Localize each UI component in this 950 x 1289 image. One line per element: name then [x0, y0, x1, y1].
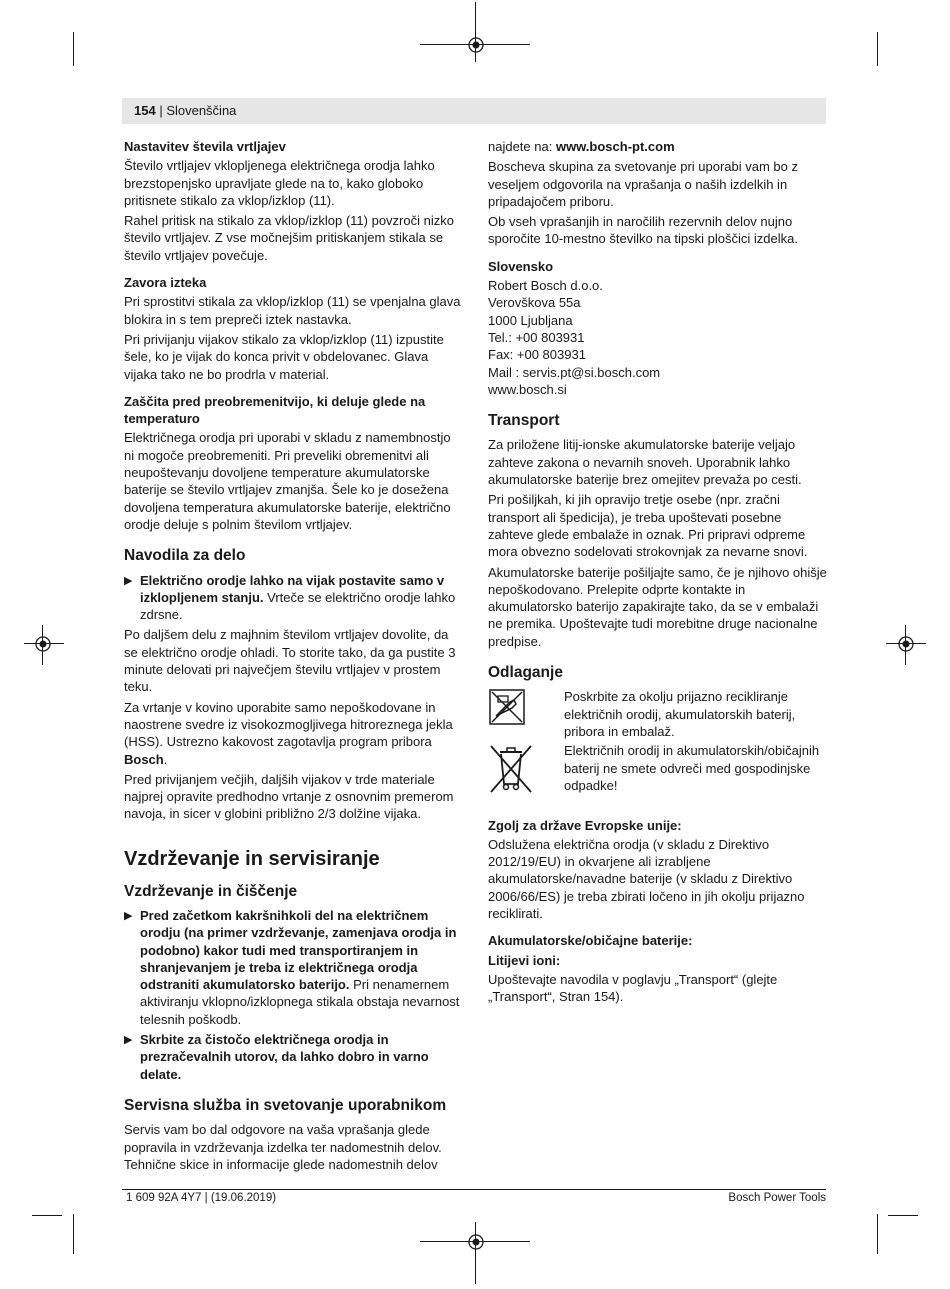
registration-mark-icon — [466, 35, 486, 55]
paragraph: Poskrbite za okolju prijazno recikliranje električnih orodij, akumulatorskih baterij, pribora in embalaž. — [564, 689, 796, 739]
bullet-arrow-icon: ▶ — [124, 574, 133, 587]
page-header — [122, 98, 826, 124]
header-language: Slovenščina — [166, 103, 237, 118]
address-line: Verovškova 55a — [488, 295, 581, 311]
crop-mark — [877, 1214, 878, 1254]
paragraph: Boscheva skupina za svetovanje pri uporabi vam bo z veseljem odgovorila na vprašanja o naših izdelkih in pripadajočem priboru. — [488, 159, 799, 209]
crop-mark — [877, 32, 878, 66]
country-title: Slovensko — [488, 258, 554, 274]
paragraph: Pri sprostitvi stikala za vklop/izklop (11) se vpenjalna glava blokira in s tem prepreči iztek nastavka. — [124, 294, 461, 327]
bullet-bold-text: Pred začetkom kakršnihkoli del na električnem orodju (na primer vzdrževanje, zamenjava orodja in podobno) kakor tudi med transportiranjem in shranjevanjem je treba iz električnega orodja odstraniti akumulatorsko baterijo. — [140, 907, 457, 993]
recycle-tool-icon — [488, 688, 526, 726]
paragraph: Pri privijanju vijakov stikalo za vklop/izklop (11) izpustite šele, ko je vijak do konca privit v obdelovanec. Glava vijaka tako ne bo prodrla v material. — [124, 331, 444, 382]
address-block — [488, 277, 828, 398]
registration-mark-icon — [466, 1232, 486, 1252]
disposal-item — [488, 742, 828, 800]
paragraph: Za priložene litij-ionske akumulatorske baterije veljajo zahteve zakona o nevarnih snoveh. Uporabnik lahko akumulatorske baterije brez omejitev prevaža po cesti. — [488, 437, 802, 488]
section-heading: Odlaganje — [488, 664, 563, 682]
section-title: Nastavitev števila vrtljajev — [124, 139, 286, 154]
bullet-item — [124, 1031, 464, 1083]
footer-divider — [122, 1189, 826, 1190]
section-title: Zavora izteka — [124, 275, 207, 291]
footer-doc-code: 1 609 92A 4Y7 | (19.06.2019) — [126, 1192, 277, 1204]
disposal-item — [488, 688, 828, 740]
bullet-text: Vrteče se električno orodje lahko zdrsne. — [140, 589, 456, 623]
address-line: Tel.: +00 803931 — [488, 329, 585, 345]
section-heading: Transport — [488, 412, 560, 430]
section-heading: Vzdrževanje in čiščenje — [124, 882, 298, 900]
registration-mark-icon — [33, 634, 53, 654]
bullet-item — [124, 572, 464, 624]
paragraph: Upoštevajte navodila v poglavju „Transport“ (glejte „Transport“, Stran 154). — [488, 971, 778, 1005]
bullet-arrow-icon: ▶ — [124, 909, 133, 922]
section-title: Litijevi ioni: — [488, 952, 561, 968]
footer-brand: Bosch Power Tools — [728, 1192, 826, 1204]
paragraph: Akumulatorske baterije pošiljajte samo, če je njihovo ohišje nepoškodovano. Prelepite odprte kontakte in akumulatorsko baterijo zapakirajte tako, da se v embalaži ne premika. Upoštevajte tudi morebitne druge nacionalne predpise. — [488, 564, 827, 649]
chapter-heading: Vzdrževanje in servisiranje — [124, 847, 380, 870]
paragraph: Pred privijanjem večjih, daljših vijakov v trde materiale najprej opravite predhodno vrtanje z osnovnim premerom navoja, in sicer v globini približno 2/3 dolžine vijaka. — [124, 771, 454, 822]
address-line: Mail : servis.pt@si.bosch.com — [488, 364, 661, 380]
crop-mark — [32, 1215, 62, 1216]
header-text: 154 | Slovenščina — [134, 103, 237, 118]
crossed-bin-icon — [488, 742, 534, 796]
address-line: www.bosch.si — [488, 381, 567, 397]
bullet-text: Pri nenamernem aktiviranju vklopno/izklopnega stikala obstaja nevarnost telesnih poškodb. — [140, 977, 460, 1027]
paragraph: najdete na: www.bosch-pt.com — [488, 139, 675, 154]
paragraph: Število vrtljajev vklopljenega električnega orodja lahko brezstopenjsko upravljate glede na to, kako globoko pritisnete stikalo za vklop/izklop (11). — [124, 158, 435, 208]
bullet-arrow-icon: ▶ — [124, 1034, 133, 1047]
paragraph: Servis vam bo dal odgovore na vaša vprašanja glede popravila in vzdrževanja izdelka ter nadomestnih delov. Tehnične skice in informacije glede nadomestnih delov — [124, 1122, 442, 1172]
paragraph: Električnega orodja pri uporabi v skladu z namembnostjo ni mogoče preobremeniti. Pri preveliki obremenitvi ali neupoštevanju dovoljene temperature akumulatorske baterije se število vrtljajev zmanjša. Šele ko je dosežena dovoljena temperatura akumulatorske baterije, električno orodje deluje s polnim številom vrtljajev. — [124, 430, 451, 532]
right-column — [488, 138, 828, 1008]
bullet-bold-text: Električno orodje lahko na vijak postavite samo v izklopljenem stanju. — [140, 572, 445, 605]
crop-mark — [888, 1215, 918, 1216]
section-title: Zgolj za države Evropske unije: — [488, 817, 682, 833]
bullet-item — [124, 907, 464, 1028]
paragraph: Odslužena električna orodja (v skladu z Direktivo 2012/19/EU) in okvarjene ali izrabljene akumulatorske/navadne baterije (v skladu z Direktivo 2006/66/ES) je treba zbirati ločeno in jih okolju prijazno reciklirati. — [488, 836, 805, 921]
crop-mark — [73, 1214, 74, 1254]
bullet-bold-text: Skrbite za čistočo električnega orodja in prezračevalnih utorov, da lahko dobro in varno delate. — [140, 1032, 429, 1082]
paragraph: Po daljšem delu z majhnim številom vrtljajev dovolite, da se električno orodje ohladi. To storite tako, da ga pustite 3 minute delovati pri največjem številu vrtljajev v prostem teku. — [124, 627, 456, 695]
address-line: 1000 Ljubljana — [488, 312, 573, 328]
section-heading: Servisna služba in svetovanje uporabnikom — [124, 1096, 447, 1114]
website-link[interactable]: www.bosch-pt.com — [555, 139, 675, 154]
crop-mark — [73, 32, 74, 66]
address-line: Fax: +00 803931 — [488, 347, 586, 363]
section-heading: Navodila za delo — [124, 547, 246, 565]
paragraph: Ob vseh vprašanjih in naročilih rezervnih delov nujno sporočite 10-mestno številko na tipski ploščici izdelka. — [488, 214, 798, 247]
page-number: 154 — [134, 103, 156, 118]
address-line: Robert Bosch d.o.o. — [488, 278, 603, 294]
paragraph: Pri pošiljkah, ki jih opravijo tretje osebe (npr. zračni transport ali špedicija), je treba upoštevati posebne zahteve glede embalaže in oznak. Pri pripravi odpreme mora obvezno sodelovati strokovnjak za nevarne snovi. — [488, 492, 808, 560]
registration-mark-icon — [896, 634, 916, 654]
left-column — [124, 138, 464, 1176]
paragraph: Za vrtanje v kovino uporabite samo nepoškodovane in naostrene svedre iz visokozmogljivega hitroreznega jekla (HSS). Ustrezno kakovost zagotavlja program pribora Bosch. — [124, 699, 453, 767]
paragraph: Rahel pritisk na stikalo za vklop/izklop (11) povzroči nizko število vrtljajev. Z vse močnejšim pritiskanjem stikala se število vrtljajev povečuje. — [124, 213, 454, 263]
paragraph: Električnih orodij in akumulatorskih/običajnih baterij ne smete odvreči med gospodinjske odpadke! — [564, 743, 820, 793]
section-title: Zaščita pred preobremenitvijo, ki deluje glede na temperaturo — [124, 393, 426, 427]
section-title: Akumulatorske/običajne baterije: — [488, 933, 693, 949]
